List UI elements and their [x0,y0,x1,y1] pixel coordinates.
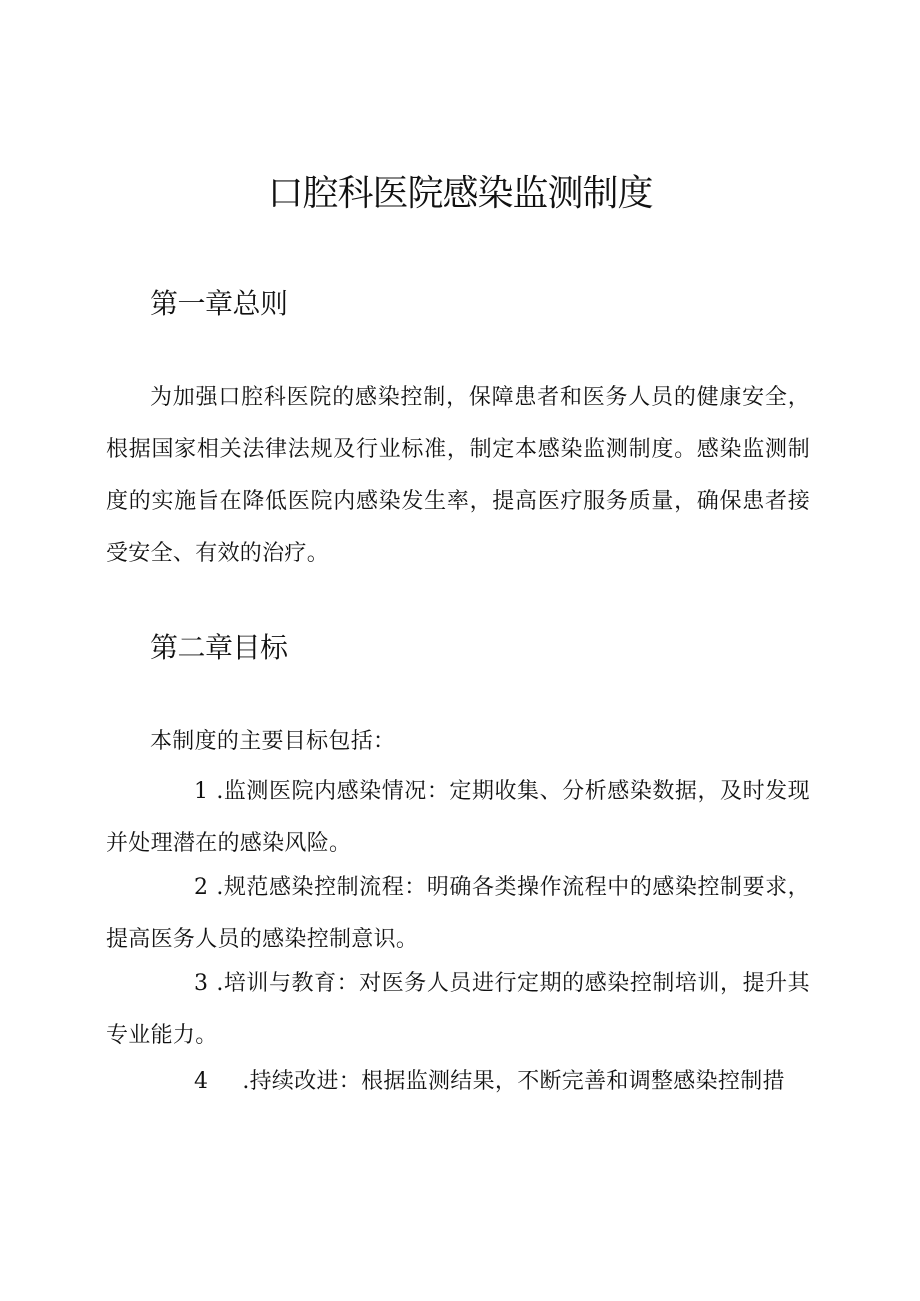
list-item-number: 1 [194,779,209,804]
list-item-text: .培训与教育：对医务人员进行定期的感染控制培训，提升其专业能力。 [106,971,810,1048]
list-item-number: 4 [194,1069,209,1094]
list-item-number: 3 [194,971,209,996]
list-item-number: 2 [194,875,209,900]
list-item [106,1056,810,1108]
chapter-2-heading: 第二章目标 [150,631,288,664]
list-item-text: .规范感染控制流程：明确各类操作流程中的感染控制要求，提高医务人员的感染控制意识。 [106,875,810,952]
list-item-text: .持续改进：根据监测结果，不断完善和调整感染控制措 [242,1069,785,1094]
list-item [106,958,810,1062]
list-item-text: .监测医院内感染情况：定期收集、分析感染数据，及时发现并处理潜在的感染风险。 [106,779,810,856]
chapter-2-intro: 本制度的主要目标包括： [150,729,396,754]
chapter-1-heading: 第一章总则 [150,287,288,320]
chapter-1-paragraph: 为加强口腔科医院的感染控制，保障患者和医务人员的健康安全，根据国家相关法律法规及行业标准，制定本感染监测制度。感染监测制度的实施旨在降低医院内感染发生率，提高医疗服务质量，确保患者接受安全、有效的治疗。 [106,385,810,566]
document-title: 口腔科医院感染监测制度 [267,173,653,214]
list-item [106,766,810,870]
list-item [106,862,810,966]
